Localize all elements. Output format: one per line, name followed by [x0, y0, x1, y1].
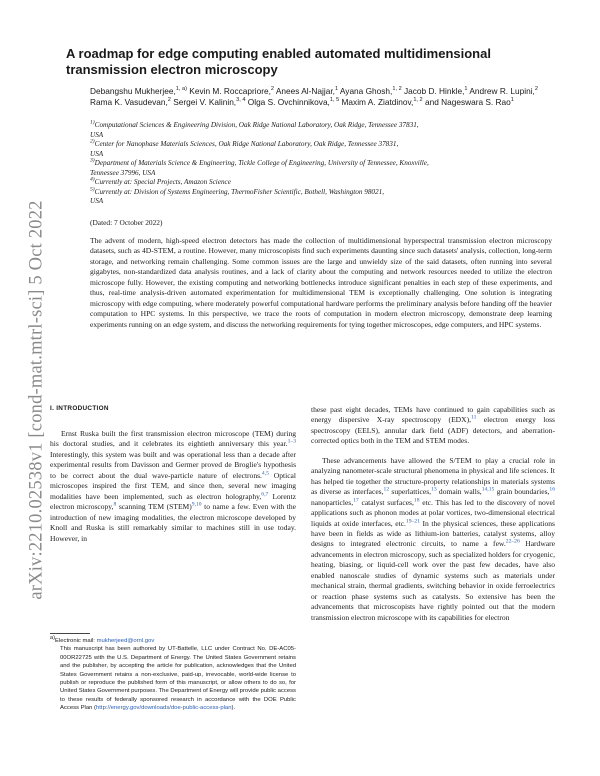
citation[interactable]: 8 — [113, 501, 117, 508]
affiliation: $^{1)}$Computational Sciences & Engineering Division, Oak Ridge National Laboratory, Oak Ridge, Tennessee 37831, USA — [90, 119, 419, 139]
intro-paragraph-2: these past eight decades, TEMs have continued to gain capabilities such as energy dispersive X-ray spectroscopy (EDX),$^{11}$ electron energy loss spectroscopy (EELS), annular dark field (ADF) detectors, and aberration-corrected optics both in the TEM and STEM modes. — [311, 405, 555, 446]
left-column — [50, 405, 296, 544]
arxiv-sidebar-stamp — [20, 140, 54, 660]
author-name: Debangshu Mukherjee, — [90, 86, 176, 96]
author-name: Jacob D. Hinkle, — [401, 86, 465, 96]
citation[interactable]: 18 — [413, 497, 420, 504]
footnote-rule — [50, 633, 90, 634]
citation[interactable]: 16 — [549, 486, 556, 493]
citation[interactable]: 9,10 — [191, 501, 202, 508]
author-affiliation-mark: 1, 2 — [413, 97, 423, 104]
affiliation-list — [90, 121, 550, 207]
intro-paragraph-1: Ernst Ruska built the first transmission electron microscope (TEM) during his doctoral studies, and it celebrates its eightieth anniversary this year.$^{1-3}$ Interestingly, this system was built and was operational less than a decade after experimental results from Davisson and Germer proved de Broglie's hypothesis to be correct about the dual wave-particle nature of electrons.$^{4,5}$ Optical microscopes inspired the first TEM, and since then, several new imaging modalities have been implemented, such as electron holography,$^{6,7}$ Lorentz electron microscopy,$^8$ scanning TEM (STEM)$^{9,10}$ to name a few. Even with the introduction of new imaging modalities, the electron microscope developed by Knoll and Ruska is still remarkably similar to machines still in use today. However, in — [50, 429, 297, 543]
author-name: Ayana Ghosh, — [338, 86, 393, 96]
affiliation: $^{3)}$Department of Materials Science & Engineering, Tickle College of Engineering, University of Tennessee, Knoxville, Tennessee 37996, USA — [90, 157, 429, 177]
author-name: Anees Al-Najjar, — [274, 86, 335, 96]
abstract: The advent of modern, high-speed electron detectors has made the collection of multidimensional hyperspectral transmission electron microscopy datasets, such as 4D-STEM, a routine. However, many microscopists find such experiments daunting since such datasets' analysis, collection, long-term storage, and networking remain challenging. Some common issues are the large and unwieldy size of the said datasets, often running into several gigabytes, non-standardized data analysis routines, and a lack of clarity about the computing and network resources needed to utilize the electron microscope fully. However, the existing computing and networking bottlenecks introduce significant penalties in each step of these experiments, and thus, real-time analysis-driven automated experimentation for multidimensional TEM is exceptionally challenging. One solution is integrating microscopy with edge computing, where moderately powerful computational hardware performs the preliminary analysis before handing off the heavier computation to HPC systems. In this perspective, we trace the roots of computation in modern electron microscopy, demonstrate deep learning experiments running on an edge system, and discuss the networking requirements for tying together microscopes, edge computers, and HPC systems. — [90, 236, 552, 329]
author-affiliation-mark: 1 — [510, 97, 514, 104]
author-list — [90, 86, 550, 108]
affiliation: $^{5)}$Currently at: Division of Systems Engineering, ThermoFisher Scientific, Bothell, Washington 98021, USA — [90, 186, 385, 205]
author-affiliation-mark: 3, 4 — [236, 97, 246, 104]
section-heading: I. INTRODUCTION — [50, 405, 109, 412]
author-name: Rama K. Vasudevan, — [90, 97, 168, 107]
citation[interactable]: 14,15 — [481, 486, 495, 493]
author-affiliation-mark: 1, a) — [175, 86, 187, 93]
author-name: Andrew R. Lupini, — [467, 86, 535, 96]
citation[interactable]: 1–3 — [287, 438, 296, 445]
copyright-notice: This manuscript has been authored by UT-Battelle, LLC under Contract No. DE-AC05-00OR22725 with the U.S. Department of Energy. The United States Government retains and the publisher, by accepting the article for publication, acknowledges that the United States Government retains a non-exclusive, paid-up, irrevocable, world-wide license to publish or reproduce the published form of this manuscript, or allow others to do so, for United States Government purposes. The Department of Energy will provide public access to these results of federally sponsored research in accordance with the DOE Public Access Plan (http://energy.gov/downloads/doe-public-access-plan). — [60, 646, 296, 712]
paper-title: A roadmap for edge computing enabled automated multidimensional transmission electron microscopy — [66, 46, 491, 77]
email-link[interactable]: mukherjeed@ornl.gov — [96, 638, 155, 644]
citation[interactable]: 4,5 — [261, 470, 269, 477]
affiliation: $^{2)}$Center for Nanophase Materials Sciences, Oak Ridge National Laboratory, Oak Ridge, Tennessee 37831, USA — [90, 138, 399, 158]
citation[interactable]: 13 — [431, 486, 437, 493]
author-name: and Nageswara S. Rao — [422, 97, 511, 107]
intro-paragraph-3: These advancements have allowed the S/TEM to play a crucial role in analyzing nanometer-scale structural phenomena in physical and life sciences. It has helped tie together the structure-property relationships in materials systems as diverse as interfaces,$^{12}$ superlattices,$^{13}$ domain walls,$^{14,15}$ grain boundaries,$^{16}$ nanoparticles,$^{17}$ catalyst surfaces,$^{18}$ etc. This has led to the discovery of novel applications such as phonon modes at polar vortices, two-dimensional electrical liquids at oxide interfaces, etc.$^{19-21}$ In the physical sciences, these applications have been in fields as wide as lithium-ion batteries, catalyst systems, alloy designs to integrated electronic circuits, to name a few.$^{22-26}$ Hardware advancements in electron microscopy, such as specialized holders for cryogenic, heating, biasing, or liquid-cell work over the past few decades, have also enabled nanoscale studies of dynamic systems such as materials under mechanical strain, thermal gradients, switching behavior in oxide ferroelectrics or reaction phase systems such as catalysts. So extensive has been the advancements that microscopists have rightly pointed out that the modern transmission electron microscope with its capabilities for electron — [311, 455, 556, 622]
author-name: Kevin M. Roccapriore, — [187, 86, 271, 96]
date-line: (Dated: 7 October 2022) — [90, 218, 163, 227]
author-affiliation-mark: 2 — [534, 86, 538, 93]
citation[interactable]: 11 — [470, 414, 477, 421]
author-affiliation-mark: 1 — [334, 86, 339, 93]
author-name: Olga S. Ovchinnikova, — [245, 97, 330, 107]
doe-access-plan-link[interactable]: http://energy.gov/downloads/doe-public-access-plan — [96, 705, 232, 712]
arxiv-identifier: arXiv:2210.02538v1 [cond-mat.mtrl-sci] 5 Oct 2022 — [26, 200, 47, 600]
citation[interactable]: 6,7 — [261, 491, 269, 498]
author-affiliation-mark: 1, 2 — [392, 86, 402, 93]
citation[interactable]: 22–26 — [505, 538, 520, 545]
author-affiliation-mark: 2 — [167, 97, 171, 104]
author-affiliation-mark: 1 — [464, 86, 468, 93]
author-affiliation-mark: 2 — [270, 86, 275, 93]
author-name: Sergei V. Kalinin, — [170, 97, 237, 107]
citation[interactable]: 12 — [383, 486, 390, 493]
right-column — [311, 405, 555, 623]
author-affiliation-mark: 1, 5 — [329, 97, 340, 104]
citation[interactable]: 19–21 — [405, 518, 420, 525]
affiliation: $^{4)}$Currently at: Special Projects, Amazon Science — [90, 176, 231, 186]
author-name: Maxim A. Ziatdinov, — [339, 97, 414, 107]
footnote: $^{a)}$Electronic mail: mukherjeed@ornl.gov This manuscript has been authored by UT-Battelle, LLC under Contract No. DE-AC05-00OR22725 with the U.S. Department of Energy. The United States Government retains and the publisher, by accepting the article for publication, acknowledges that the United States Government retains a non-exclusive, paid-up, irrevocable, world-wide license to publish or reproduce the published form of this manuscript, or allow others to do so, for United States Government purposes. The Department of Energy will provide public access to these results of federally sponsored research in accordance with the DOE Public Access Plan (http://energy.gov/downloads/doe-public-access-plan). — [50, 635, 296, 712]
citation[interactable]: 17 — [353, 497, 359, 504]
